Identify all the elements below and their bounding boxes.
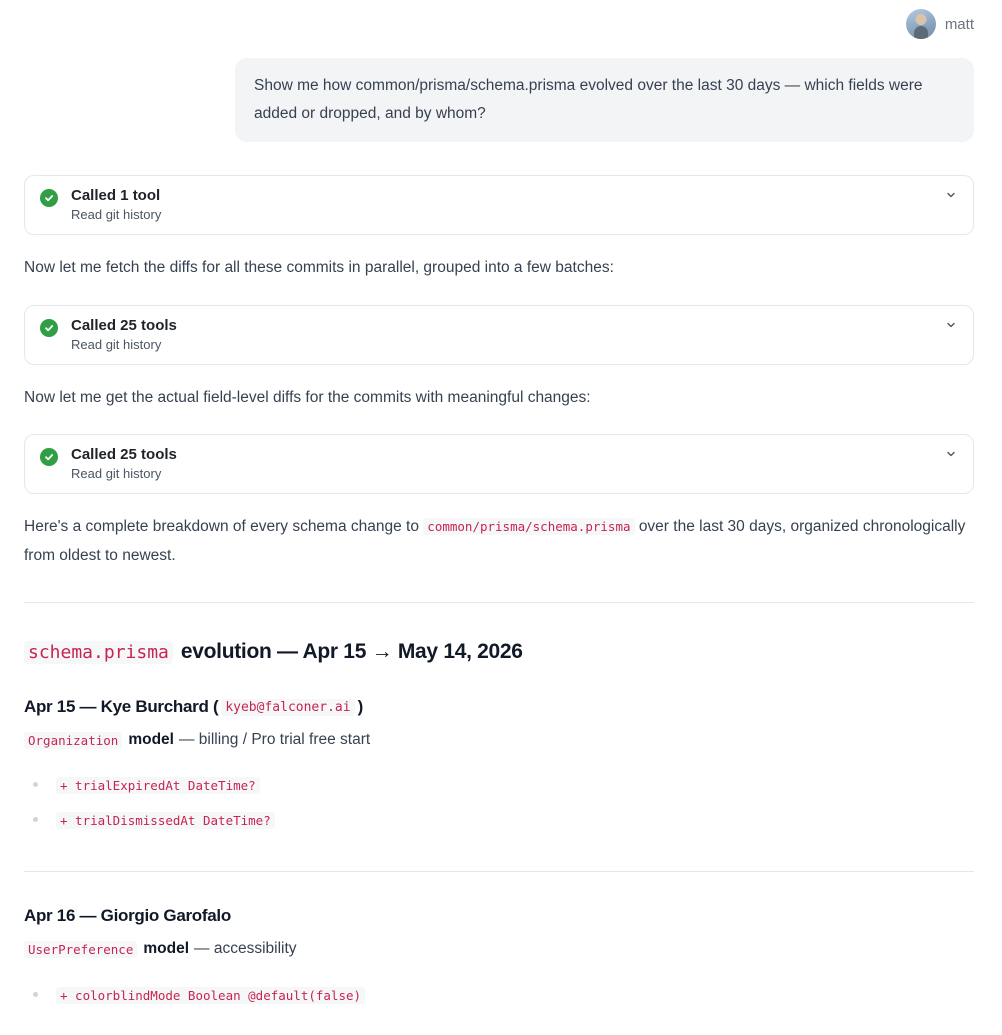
model-line [24,731,974,749]
summary-text: Here's a complete breakdown of every schema change to [24,518,419,535]
report-title [24,640,974,664]
list-item [24,803,974,838]
field-change-code: + trialExpiredAt DateTime? [56,777,260,794]
model-name-code: Organization [24,732,122,749]
model-label: model [128,731,174,748]
section-heading-text: Apr 15 — Kye Burchard ( [24,697,219,716]
change-list [24,978,974,1013]
report-title-code: schema.prisma [24,641,173,664]
check-circle-icon [40,189,58,207]
assistant-message: Now let me get the actual field-level diffs for the commits with meaningful changes: [24,389,591,406]
model-description: — accessibility [194,940,297,957]
model-description: — billing / Pro trial free start [178,731,371,748]
chevron-down-icon[interactable] [945,318,957,336]
summary-text: over the last 30 days, organized chronologically from oldest to newest. [24,518,966,564]
tool-call-card[interactable] [24,175,974,235]
tool-call-card[interactable] [24,434,974,494]
section-heading [24,906,974,926]
model-line [24,940,974,958]
check-circle-icon [40,319,58,337]
model-label: model [143,940,190,957]
check-circle-icon [40,448,58,466]
user-header [24,0,974,48]
list-item [24,768,974,803]
section-heading-close: ) [357,697,363,716]
chevron-down-icon[interactable] [945,188,957,206]
section-heading-text: Apr 16 — Giorgio Garofalo [24,906,231,925]
tool-call-title: Called 25 tools [71,446,177,463]
field-change-code: + colorblindMode Boolean @default(false) [56,987,365,1004]
tool-call-subtitle: Read git history [71,207,162,222]
file-path-code: common/prisma/schema.prisma [423,518,634,535]
assistant-message: Now let me fetch the diffs for all these commits in parallel, grouped into a few batches: [24,259,614,276]
author-email: kyeb@falconer.ai [221,699,354,716]
model-name-code: UserPreference [24,941,137,958]
tool-call-subtitle: Read git history [71,337,162,352]
chevron-down-icon[interactable] [945,447,957,465]
tool-call-title: Called 1 tool [71,187,161,204]
change-list [24,768,974,838]
assistant-summary [24,512,974,570]
report-title-text: evolution — Apr 15 → May 14, 2026 [180,640,523,663]
tool-call-card[interactable] [24,305,974,365]
divider [24,871,974,872]
tool-call-subtitle: Read git history [71,466,162,481]
user-avatar [906,9,936,39]
field-change-code: + trialDismissedAt DateTime? [56,812,275,829]
list-item [24,978,974,1013]
user-message-bubble: Show me how common/prisma/schema.prisma evolved over the last 30 days — which fields were added or dropped, and by whom? [235,58,974,142]
section-heading [24,697,974,717]
tool-call-title: Called 25 tools [71,317,177,334]
divider [24,602,974,603]
user-name: matt [944,15,974,33]
